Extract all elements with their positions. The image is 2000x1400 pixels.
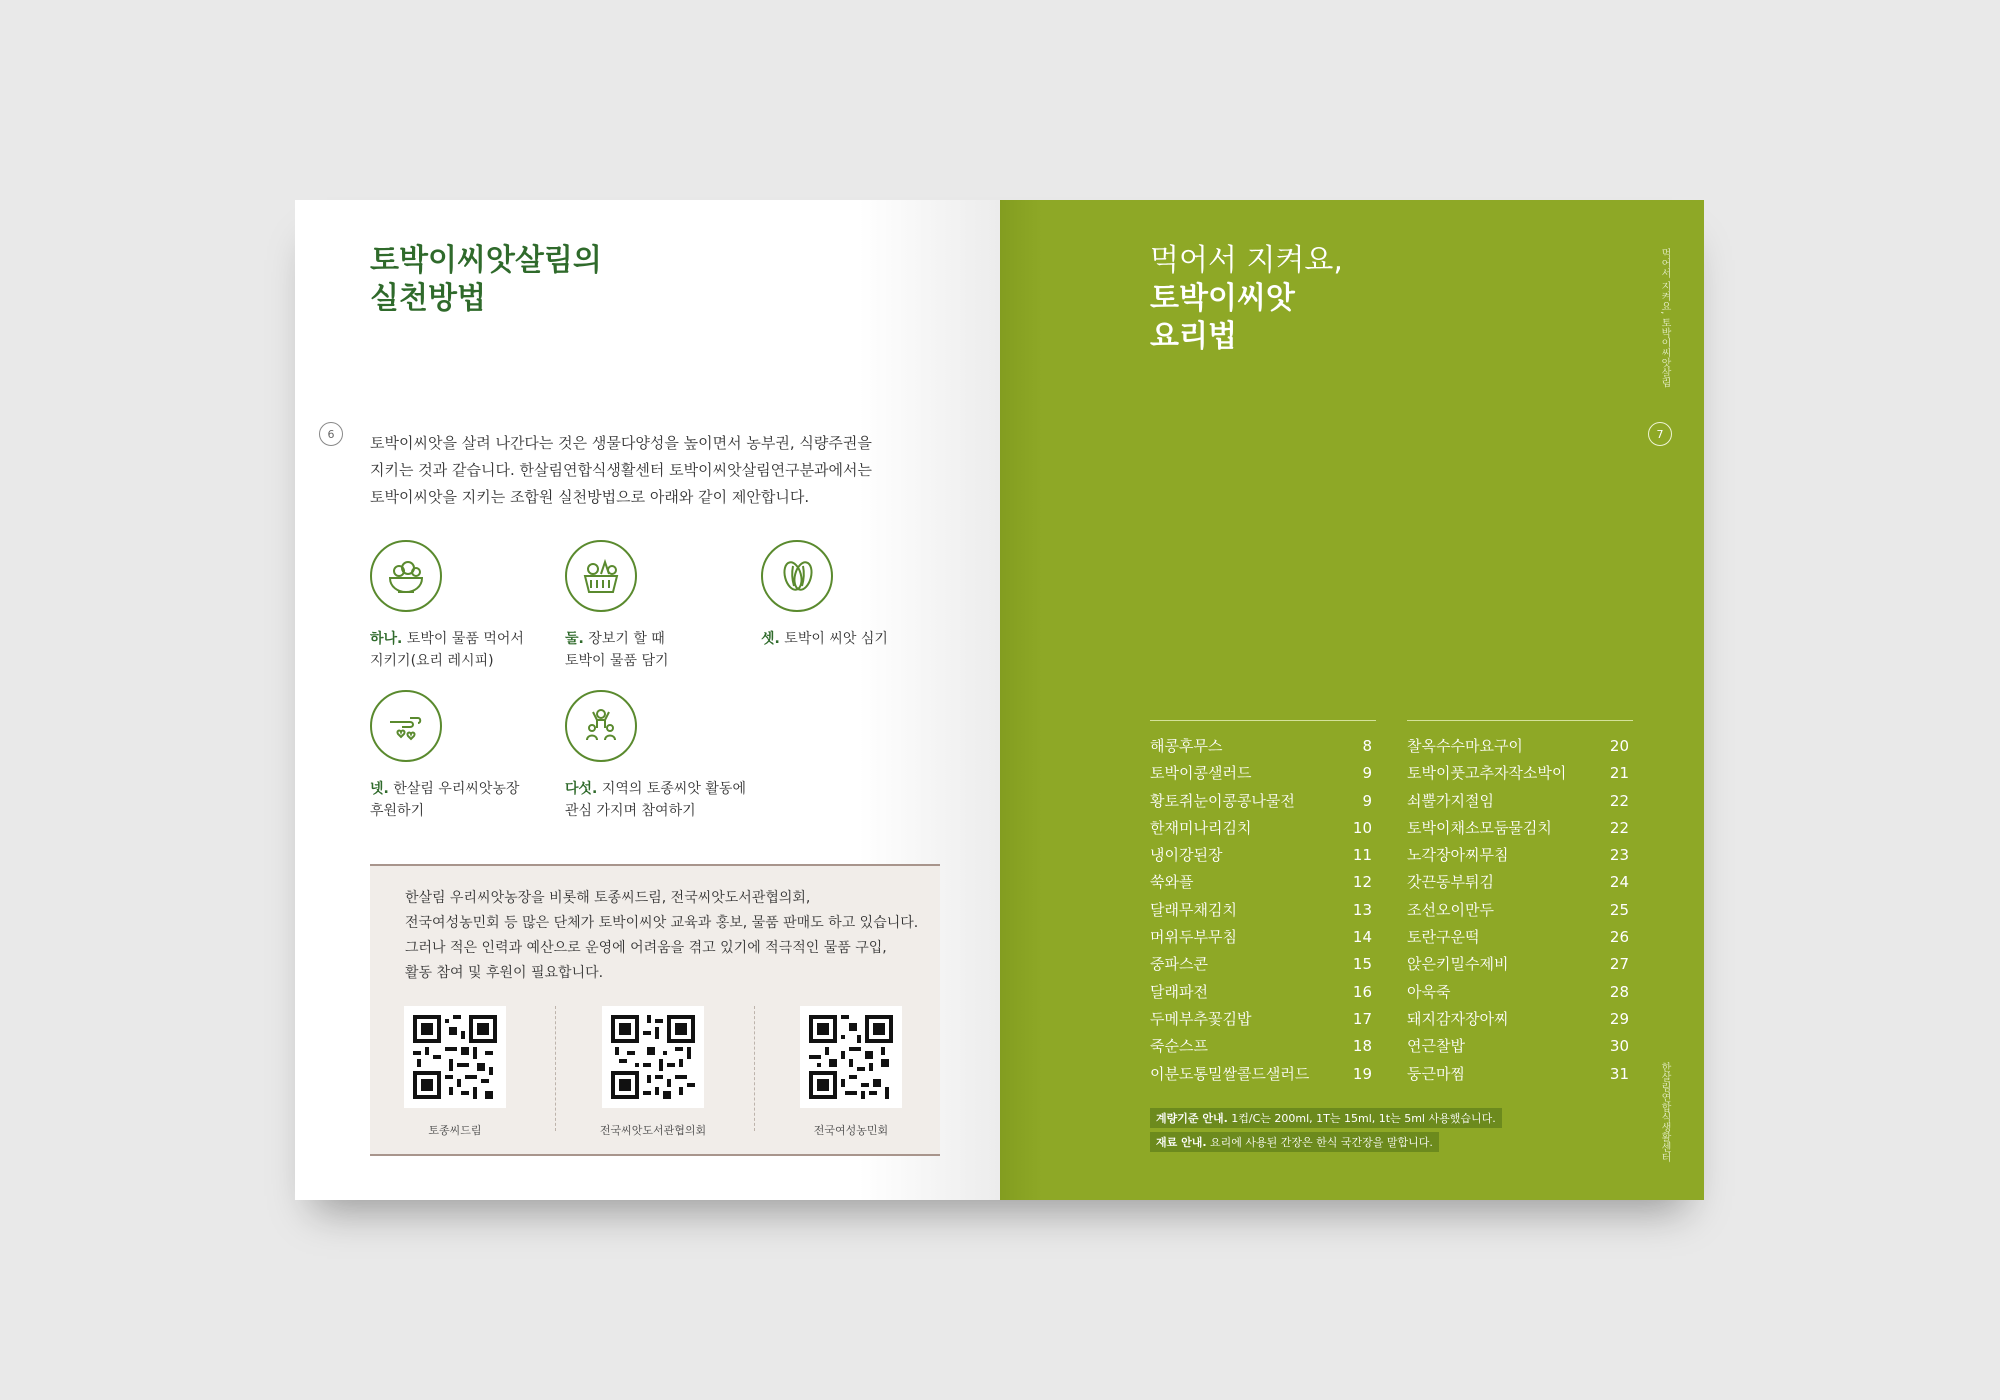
recipe-name: 중파스콘: [1150, 955, 1208, 974]
running-footer: 한살림연합식생활센터: [1659, 1062, 1670, 1162]
recipe-page: 28: [1609, 982, 1629, 1001]
recipe-name: 토란구운떡: [1407, 928, 1480, 947]
recipe-entry: [1150, 1033, 1376, 1060]
title-line: 요리법: [1150, 319, 1237, 354]
recipe-name: 달래파전: [1150, 982, 1208, 1001]
recipe-name: 황토쥐눈이콩콩나물전: [1150, 791, 1295, 810]
recipe-page: 19: [1352, 1064, 1372, 1083]
practice-label: [370, 628, 560, 672]
recipe-entry: [1150, 1006, 1376, 1033]
qr-label: 토종씨드림: [428, 1124, 482, 1137]
left-page: [295, 200, 1000, 1200]
intro-line: 토박이씨앗을 지키는 조합원 실천방법으로 아래와 같이 제안합니다.: [370, 488, 810, 506]
qr-code[interactable]: [800, 1006, 902, 1108]
people-community-icon: [565, 690, 637, 762]
recipe-list-left: [1150, 720, 1376, 1088]
practice-text: 한살림 우리씨앗농장: [388, 781, 520, 797]
recipe-entry: [1150, 815, 1376, 842]
recipe-entry: [1407, 842, 1633, 869]
practice-item: [370, 540, 560, 672]
practice-item: [565, 540, 755, 672]
practice-item: [370, 690, 560, 822]
recipe-list-right: [1407, 720, 1633, 1088]
recipe-entry: [1407, 1033, 1633, 1060]
recipe-name: 토박이콩샐러드: [1150, 764, 1252, 783]
recipe-name: 두메부추꽃김밥: [1150, 1009, 1252, 1028]
qr-block[interactable]: [786, 1006, 916, 1138]
recipe-page: 29: [1609, 1009, 1629, 1028]
title-subline: 먹어서 지켜요,: [1150, 243, 1343, 278]
intro-line: 지키는 것과 같습니다. 한살림연합식생활센터 토박이씨앗살림연구분과에서는: [370, 461, 873, 479]
practice-text: 지키기(요리 레시피): [370, 653, 494, 669]
recipe-entry: [1407, 924, 1633, 951]
practice-number: 하나.: [370, 631, 403, 647]
recipe-page: 9: [1362, 791, 1372, 810]
practice-text: 지역의 토종씨앗 활동에: [597, 781, 746, 797]
title-line: 토박이씨앗살림의: [370, 243, 602, 278]
recipe-page: 26: [1609, 928, 1629, 947]
qr-block[interactable]: [588, 1006, 718, 1138]
recipe-name: 토박이채소모둠물김치: [1407, 818, 1552, 837]
practice-text: 후원하기: [370, 803, 425, 819]
recipe-name: 죽순스프: [1150, 1037, 1208, 1056]
practice-label: [370, 778, 560, 822]
qr-code[interactable]: [404, 1006, 506, 1108]
title-line: 실천방법: [370, 281, 486, 316]
title-line: 토박이씨앗: [1150, 281, 1295, 316]
recipe-name: 해콩후무스: [1150, 737, 1223, 755]
qr-label: 전국씨앗도서관협의회: [599, 1124, 707, 1137]
recipe-entry: [1150, 869, 1376, 896]
recipe-page: 27: [1609, 955, 1629, 974]
recipe-entry: [1407, 897, 1633, 924]
practice-item: [761, 540, 951, 650]
support-line: 활동 참여 및 후원이 필요합니다.: [405, 965, 604, 981]
intro-paragraph: [370, 430, 890, 511]
recipe-entry: [1150, 897, 1376, 924]
recipe-entry: [1407, 951, 1633, 978]
recipe-page: 12: [1352, 873, 1372, 892]
recipe-page: 18: [1352, 1037, 1372, 1056]
recipe-entry: [1150, 760, 1376, 787]
recipe-entry: [1150, 1061, 1376, 1088]
recipe-page: 9: [1362, 764, 1372, 783]
practice-label: [565, 778, 755, 822]
recipe-entry: [1407, 979, 1633, 1006]
divider: [1150, 720, 1376, 721]
practice-text: 장보기 할 때: [583, 631, 665, 647]
recipe-name: 앉은키밀수제비: [1407, 955, 1509, 974]
recipe-page: 10: [1352, 818, 1372, 837]
support-line: 전국여성농민회 등 많은 단체가 토박이씨앗 교육과 홍보, 물품 판매도 하고 있습니다.: [405, 915, 919, 931]
recipe-entry: [1407, 788, 1633, 815]
recipe-name: 둥근마찜: [1407, 1064, 1465, 1083]
support-line: 그러나 적은 인력과 예산으로 운영에 어려움을 겪고 있기에 적극적인 물품 구입,: [405, 940, 887, 956]
support-paragraph: [405, 886, 925, 986]
recipe-page: 25: [1609, 900, 1629, 919]
recipe-name: 갓끈동부튀김: [1407, 873, 1494, 892]
recipe-name: 조선오이만두: [1407, 900, 1494, 919]
qr-label: 전국여성농민회: [813, 1124, 889, 1137]
recipe-entry: [1407, 869, 1633, 896]
recipe-page: 14: [1352, 928, 1372, 947]
page-title: [370, 242, 790, 318]
recipe-page: 15: [1352, 955, 1372, 974]
recipe-name: 한재미나리김치: [1150, 818, 1252, 837]
recipe-page: 11: [1352, 846, 1372, 865]
recipe-name: 쑥와플: [1150, 873, 1194, 892]
recipe-page: 17: [1352, 1009, 1372, 1028]
note-label: 계량기준 안내.: [1156, 1112, 1228, 1125]
recipe-entry: [1407, 733, 1633, 760]
recipe-page: 22: [1609, 791, 1629, 810]
salad-bowl-icon: [370, 540, 442, 612]
booklet-spread: [295, 200, 1704, 1200]
recipe-entry: [1150, 842, 1376, 869]
recipe-entry: [1150, 924, 1376, 951]
recipe-entry: [1407, 815, 1633, 842]
page-number: 7: [1648, 422, 1672, 446]
recipe-name: 달래무채김치: [1150, 900, 1237, 919]
practice-item: [565, 690, 755, 822]
divider: [1407, 720, 1633, 721]
recipe-entry: [1407, 1061, 1633, 1088]
recipe-entry: [1407, 760, 1633, 787]
recipe-name: 찰옥수수마요구이: [1407, 737, 1523, 755]
recipe-page: 8: [1362, 737, 1372, 755]
practice-label: [565, 628, 755, 672]
qr-block[interactable]: [390, 1006, 520, 1138]
divider: [555, 1006, 556, 1131]
measurement-note: [1150, 1108, 1502, 1128]
recipe-entry: [1150, 979, 1376, 1006]
practice-text: 토박이 물품 담기: [565, 653, 669, 669]
seed-icon: [761, 540, 833, 612]
recipe-name: 돼지감자장아찌: [1407, 1009, 1509, 1028]
recipe-entry: [1407, 1006, 1633, 1033]
practice-text: 관심 가지며 참여하기: [565, 803, 696, 819]
recipe-name: 냉이강된장: [1150, 846, 1223, 865]
ingredient-note: [1150, 1132, 1439, 1152]
recipe-page: 22: [1609, 818, 1629, 837]
recipe-name: 토박이풋고추자작소박이: [1407, 764, 1567, 783]
recipe-entry: [1150, 733, 1376, 760]
recipe-entry: [1150, 788, 1376, 815]
recipe-entry: [1150, 951, 1376, 978]
support-box: [370, 864, 940, 1156]
running-header: 먹어서 지켜요, 토박이씨앗살림: [1659, 248, 1670, 388]
page-title: [1150, 242, 1343, 356]
qr-code[interactable]: [602, 1006, 704, 1108]
recipe-page: 20: [1609, 737, 1629, 755]
recipe-page: 13: [1352, 900, 1372, 919]
recipe-page: 31: [1609, 1064, 1629, 1083]
practice-number: 둘.: [565, 631, 584, 647]
recipe-page: 23: [1609, 846, 1629, 865]
note-label: 재료 안내.: [1156, 1136, 1207, 1149]
recipe-name: 연근찰밥: [1407, 1037, 1465, 1056]
recipe-page: 21: [1609, 764, 1629, 783]
support-line: 한살림 우리씨앗농장을 비롯해 토종씨드림, 전국씨앗도서관협의회,: [405, 890, 811, 906]
note-text: 요리에 사용된 간장은 한식 국간장을 말합니다.: [1206, 1136, 1433, 1149]
practice-number: 넷.: [370, 781, 389, 797]
divider: [754, 1006, 755, 1131]
recipe-name: 머위두부무침: [1150, 928, 1237, 947]
practice-number: 셋.: [761, 631, 780, 647]
right-page: [1000, 200, 1704, 1200]
recipe-name: 아욱죽: [1407, 982, 1451, 1001]
recipe-page: 30: [1609, 1037, 1629, 1056]
note-text: 1컵/C는 200ml, 1T는 15ml, 1t는 5ml 사용했습니다.: [1227, 1112, 1496, 1125]
recipe-name: 이분도통밀쌀콜드샐러드: [1150, 1064, 1310, 1083]
recipe-name: 노각장아찌무침: [1407, 846, 1509, 865]
practice-label: [761, 628, 951, 650]
recipe-page: 16: [1352, 982, 1372, 1001]
recipe-page: 24: [1609, 873, 1629, 892]
practice-number: 다섯.: [565, 781, 598, 797]
practice-text: 토박이 물품 먹어서: [402, 631, 524, 647]
recipe-name: 쇠뿔가지절임: [1407, 791, 1494, 810]
basket-icon: [565, 540, 637, 612]
hand-hearts-icon: [370, 690, 442, 762]
practice-text: 토박이 씨앗 심기: [779, 631, 888, 647]
intro-line: 토박이씨앗을 살려 나간다는 것은 생물다양성을 높이면서 농부권, 식량주권을: [370, 434, 872, 452]
page-number: 6: [319, 422, 343, 446]
